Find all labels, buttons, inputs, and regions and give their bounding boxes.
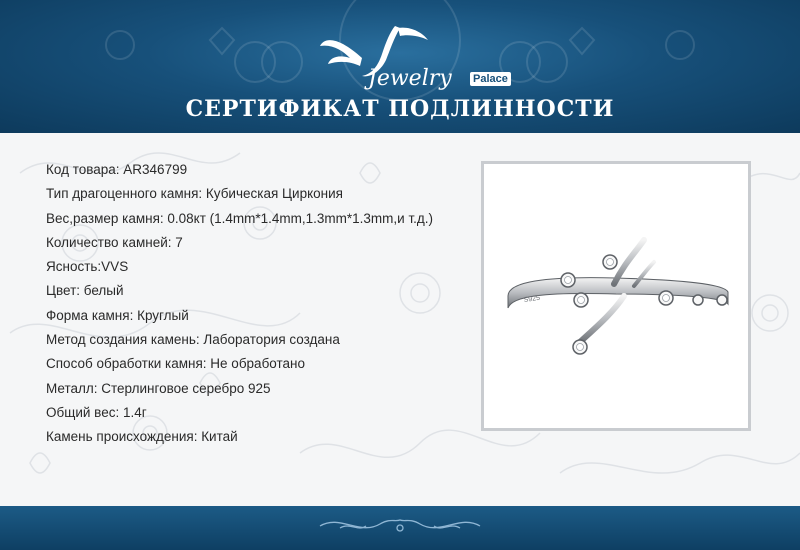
spec-item: Металл: Стерлинговое серебро 925 [46, 380, 271, 396]
ring-stamp: S925 [523, 294, 541, 304]
ring-image [484, 164, 748, 428]
logo-wordmark: Jewelry [368, 66, 452, 91]
spec-item: Камень происхождения: Китай [46, 429, 238, 445]
spec-item: Ясность:VVS [46, 259, 129, 275]
certificate-title: СЕРТИФИКАТ ПОДЛИННОСТИ [185, 96, 615, 122]
spec-item: Код товара: AR346799 [46, 162, 188, 177]
footer-banner [0, 506, 800, 550]
spec-item: Форма камня: Круглый [46, 307, 189, 323]
spec-item: Тип драгоценного камня: Кубическая Циркония [46, 186, 343, 202]
specification-list [46, 158, 433, 450]
spec-item: Вес,размер камня: 0.08кт (1.4mm*1.4mm,1.3mm*1.3mm,и т.д.) [46, 210, 434, 226]
spec-item: Цвет: белый [46, 283, 124, 299]
footer-ornament [0, 506, 800, 550]
header-banner [0, 0, 800, 133]
product-photo-frame [481, 161, 751, 431]
logo-badge: Palace [470, 72, 511, 86]
spec-item: Способ обработки камня: Не обработано [46, 356, 306, 372]
spec-item: Количество камней: 7 [46, 234, 183, 250]
spec-item: Метод создания камень: Лаборатория создана [46, 332, 340, 348]
spec-item: Общий вес: 1.4г [46, 404, 147, 420]
